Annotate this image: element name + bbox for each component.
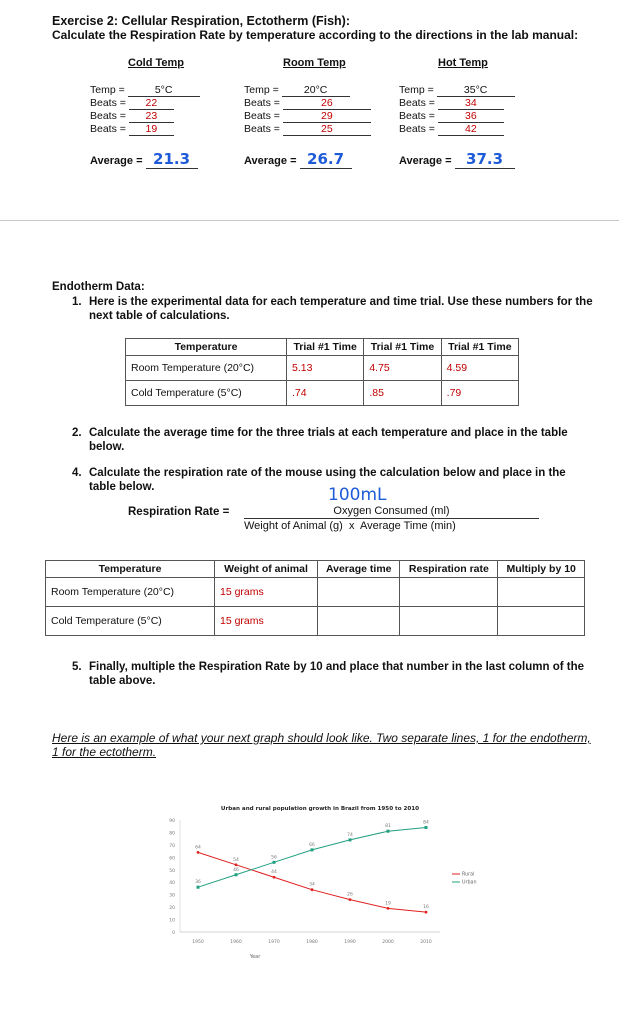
col-weight: Weight of animal bbox=[215, 561, 318, 578]
data-point-rural bbox=[197, 851, 200, 854]
step-4-text: Calculate the respiration rate of the mouse using the calculation below and place in the table below. bbox=[89, 467, 566, 493]
data-point-urban bbox=[387, 830, 390, 833]
step-2-number: 2. bbox=[72, 427, 82, 439]
y-tick-label: 50 bbox=[169, 868, 175, 874]
hot-temp-heading: Hot Temp bbox=[438, 57, 488, 69]
legend-label-urban: Urban bbox=[462, 880, 477, 886]
weight-value: 15 grams bbox=[215, 578, 318, 607]
cold-average bbox=[90, 150, 198, 169]
room-temp-heading: Room Temp bbox=[283, 57, 346, 69]
data-label-urban: 46 bbox=[233, 867, 239, 873]
cold-temp-line bbox=[90, 84, 200, 97]
trial-value: 4.75 bbox=[364, 356, 441, 381]
cold-temp-value: 5°C bbox=[128, 84, 200, 97]
cold-beats-1-value: 22 bbox=[129, 97, 174, 110]
data-label-urban: 36 bbox=[195, 880, 201, 886]
trial-value: 4.59 bbox=[441, 356, 518, 381]
y-tick-label: 0 bbox=[172, 931, 175, 936]
data-point-urban bbox=[235, 873, 238, 876]
data-point-rural bbox=[425, 911, 428, 914]
label-beats: Beats = bbox=[90, 110, 126, 122]
label-beats: Beats = bbox=[244, 110, 280, 122]
label-beats: Beats = bbox=[244, 97, 280, 109]
x-tick-label: 1970 bbox=[268, 940, 280, 945]
room-average bbox=[244, 150, 352, 169]
hot-average-line bbox=[455, 150, 515, 169]
table-header-row bbox=[46, 561, 585, 578]
y-tick-label: 30 bbox=[169, 893, 175, 899]
y-tick-label: 40 bbox=[169, 881, 175, 887]
trial-value: .79 bbox=[441, 381, 518, 406]
col-temperature: Temperature bbox=[46, 561, 215, 578]
data-point-urban bbox=[197, 886, 200, 889]
hot-temp-value: 35°C bbox=[437, 84, 515, 97]
data-point-rural bbox=[349, 898, 352, 901]
data-label-rural: 44 bbox=[271, 870, 277, 876]
col-trial-3: Trial #1 Time bbox=[441, 339, 518, 356]
respiration-rate-cell[interactable] bbox=[400, 607, 498, 636]
section-divider bbox=[0, 220, 619, 221]
endotherm-heading: Endotherm Data: bbox=[52, 281, 145, 293]
x-tick-label: 1990 bbox=[344, 940, 356, 945]
cold-temp-heading: Cold Temp bbox=[128, 57, 185, 69]
example-note: Here is an example of what your next graph should look like. Two separate lines, 1 for the endotherm, 1 for the ectotherm. bbox=[52, 731, 591, 759]
label-beats: Beats = bbox=[399, 97, 435, 109]
step-4-number: 4. bbox=[72, 467, 82, 479]
label-temp: Temp = bbox=[244, 84, 279, 96]
col-trial-1: Trial #1 Time bbox=[287, 339, 364, 356]
table-header-row bbox=[126, 339, 519, 356]
table-row bbox=[126, 356, 519, 381]
trial-value: 5.13 bbox=[287, 356, 364, 381]
x-tick-label: 1960 bbox=[230, 940, 242, 945]
table-row bbox=[46, 578, 585, 607]
trial-value: .74 bbox=[287, 381, 364, 406]
table-row bbox=[126, 381, 519, 406]
label-beats: Beats = bbox=[90, 123, 126, 135]
step-1-text: Here is the experimental data for each temperature and time trial. Use these numbers for the next table of calculations. bbox=[89, 296, 593, 322]
cold-average-line bbox=[146, 150, 198, 169]
label-average: Average = bbox=[399, 155, 452, 167]
exercise-subtitle: Calculate the Respiration Rate by temperature according to the directions in the lab manual: bbox=[52, 28, 579, 42]
population-chart bbox=[150, 800, 510, 970]
label-beats: Beats = bbox=[399, 110, 435, 122]
data-label-rural: 54 bbox=[233, 857, 239, 863]
formula-label: Respiration Rate = bbox=[128, 506, 230, 518]
data-label-rural: 34 bbox=[309, 882, 315, 888]
row-temperature: Cold Temperature (5°C) bbox=[126, 381, 287, 406]
data-label-rural: 19 bbox=[385, 901, 391, 907]
step-1-number: 1. bbox=[72, 296, 82, 308]
legend-label-rural: Rural bbox=[462, 872, 475, 878]
hot-average bbox=[399, 150, 515, 169]
label-average: Average = bbox=[244, 155, 297, 167]
data-point-urban bbox=[425, 826, 428, 829]
label-temp: Temp = bbox=[399, 84, 434, 96]
respiration-rate-cell[interactable] bbox=[400, 578, 498, 607]
col-respiration-rate: Respiration rate bbox=[400, 561, 498, 578]
room-average-line bbox=[300, 150, 352, 169]
col-average-time: Average time bbox=[318, 561, 400, 578]
x-tick-label: 2000 bbox=[382, 940, 394, 945]
x-tick-label: 1980 bbox=[306, 940, 318, 945]
data-label-rural: 64 bbox=[195, 845, 201, 851]
room-beats-2-value: 29 bbox=[283, 110, 371, 123]
label-beats: Beats = bbox=[90, 97, 126, 109]
data-point-urban bbox=[311, 848, 314, 851]
step-2-text: Calculate the average time for the three trials at each temperature and place in the table below. bbox=[89, 427, 568, 453]
multiply-cell[interactable] bbox=[498, 578, 585, 607]
average-time-cell[interactable] bbox=[318, 578, 400, 607]
room-beats-1 bbox=[244, 97, 371, 110]
data-label-urban: 66 bbox=[309, 842, 315, 848]
hot-beats-3 bbox=[399, 123, 504, 136]
cold-beats-3 bbox=[90, 123, 174, 136]
formula-handwritten: 100mL bbox=[328, 485, 387, 505]
hot-beats-3-value: 42 bbox=[438, 123, 504, 136]
multiply-cell[interactable] bbox=[498, 607, 585, 636]
cold-beats-2-value: 23 bbox=[129, 110, 174, 123]
data-point-rural bbox=[235, 863, 238, 866]
col-multiply: Multiply by 10 bbox=[498, 561, 585, 578]
x-tick-label: 1950 bbox=[192, 940, 204, 945]
trial-value: .85 bbox=[364, 381, 441, 406]
hot-average-value: 37.3 bbox=[466, 150, 504, 168]
chart-title: Urban and rural population growth in Brazil from 1950 to 2010 bbox=[220, 806, 420, 812]
row-temperature: Cold Temperature (5°C) bbox=[46, 607, 215, 636]
data-point-rural bbox=[387, 907, 390, 910]
data-point-rural bbox=[273, 876, 276, 879]
room-beats-1-value: 26 bbox=[283, 97, 371, 110]
y-tick-label: 80 bbox=[169, 831, 175, 837]
y-tick-label: 10 bbox=[169, 918, 175, 924]
step-5-number: 5. bbox=[72, 661, 82, 673]
hot-beats-1 bbox=[399, 97, 504, 110]
data-label-rural: 26 bbox=[347, 892, 353, 898]
y-tick-label: 60 bbox=[169, 856, 175, 862]
data-label-urban: 74 bbox=[347, 832, 353, 838]
col-trial-2: Trial #1 Time bbox=[364, 339, 441, 356]
data-point-rural bbox=[311, 888, 314, 891]
exercise-title: Exercise 2: Cellular Respiration, Ectotherm (Fish): bbox=[52, 14, 350, 28]
respiration-rate-table bbox=[45, 560, 585, 636]
cold-average-value: 21.3 bbox=[153, 150, 191, 168]
room-beats-3-value: 25 bbox=[283, 123, 371, 136]
y-tick-label: 20 bbox=[169, 906, 175, 912]
data-label-urban: 84 bbox=[423, 820, 429, 826]
data-label-urban: 81 bbox=[385, 824, 391, 830]
data-label-urban: 56 bbox=[271, 855, 277, 861]
cold-beats-3-value: 19 bbox=[129, 123, 174, 136]
data-label-rural: 16 bbox=[423, 905, 429, 911]
y-tick-label: 70 bbox=[169, 843, 175, 849]
hot-beats-1-value: 34 bbox=[438, 97, 504, 110]
formula-denominator: Weight of Animal (g) x Average Time (min) bbox=[244, 520, 456, 532]
data-point-urban bbox=[349, 838, 352, 841]
data-point-urban bbox=[273, 861, 276, 864]
hot-beats-2-value: 36 bbox=[438, 110, 504, 123]
numerator-text: Oxygen Consumed (ml) bbox=[333, 505, 450, 517]
table-row bbox=[46, 607, 585, 636]
label-average: Average = bbox=[90, 155, 143, 167]
room-average-value: 26.7 bbox=[307, 150, 345, 168]
room-temp-value: 20°C bbox=[282, 84, 350, 97]
label-temp: Temp = bbox=[90, 84, 125, 96]
y-tick-label: 90 bbox=[169, 819, 175, 824]
label-beats: Beats = bbox=[244, 123, 280, 135]
formula-numerator bbox=[244, 505, 539, 519]
weight-value: 15 grams bbox=[215, 607, 318, 636]
col-temperature: Temperature bbox=[126, 339, 287, 356]
room-beats-3 bbox=[244, 123, 371, 136]
cold-beats-2 bbox=[90, 110, 174, 123]
room-beats-2 bbox=[244, 110, 371, 123]
x-tick-label: 2010 bbox=[420, 940, 432, 945]
trial-data-table bbox=[125, 338, 519, 406]
x-axis-label: Year bbox=[249, 954, 261, 960]
label-beats: Beats = bbox=[399, 123, 435, 135]
cold-beats-1 bbox=[90, 97, 174, 110]
step-5-text: Finally, multiple the Respiration Rate by 10 and place that number in the last column of the table above. bbox=[89, 661, 585, 687]
row-temperature: Room Temperature (20°C) bbox=[46, 578, 215, 607]
hot-beats-2 bbox=[399, 110, 504, 123]
average-time-cell[interactable] bbox=[318, 607, 400, 636]
hot-temp-line bbox=[399, 84, 515, 97]
row-temperature: Room Temperature (20°C) bbox=[126, 356, 287, 381]
room-temp-line bbox=[244, 84, 350, 97]
